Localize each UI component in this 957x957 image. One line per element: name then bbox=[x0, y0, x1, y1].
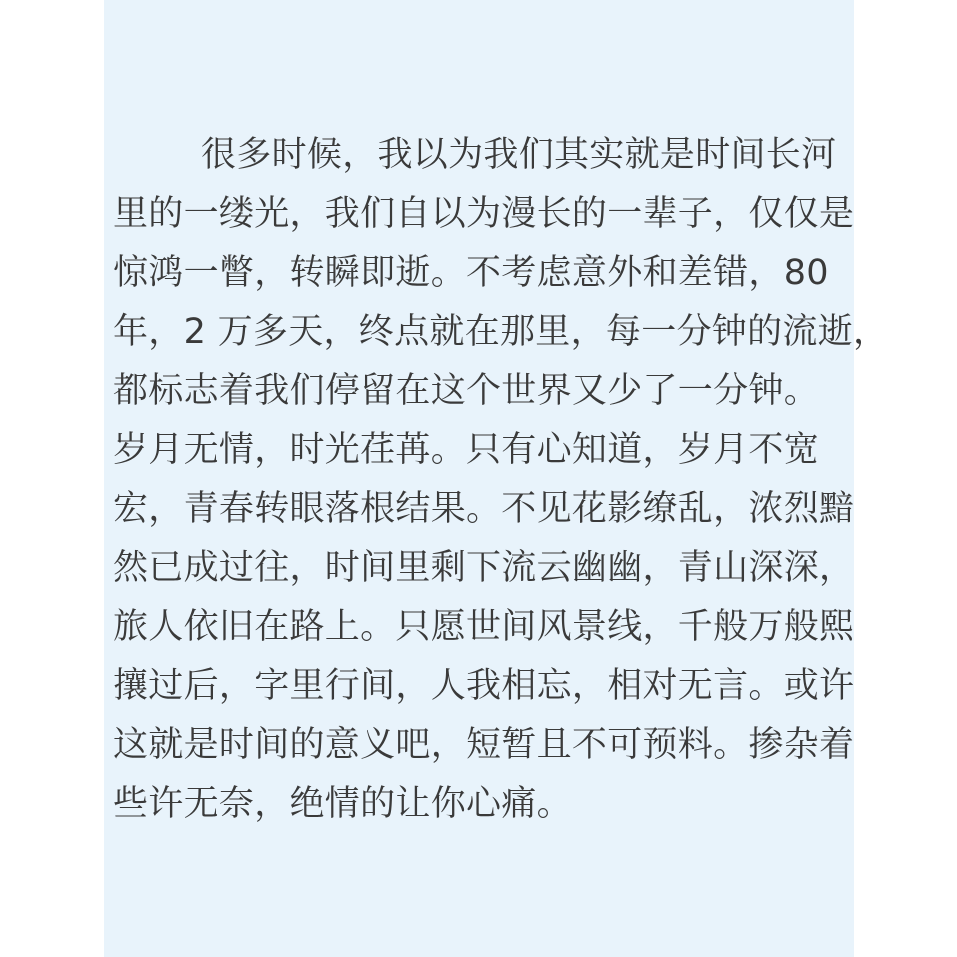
article-paragraph bbox=[113, 126, 889, 834]
text-line: 里的一缕光，我们自以为漫长的一辈子，仅仅是 bbox=[113, 194, 855, 234]
text-line: 攘过后，字里行间，人我相忘，相对无言。或许 bbox=[113, 666, 855, 706]
text-line: 宏，青春转眼落根结果。不见花影缭乱，浓烈黯 bbox=[113, 489, 855, 529]
text-line: 都标志着我们停留在这个世界又少了一分钟。 bbox=[113, 371, 820, 411]
text-line: 旅人依旧在路上。只愿世间风景线，千般万般熙 bbox=[113, 607, 855, 647]
text-line: 然已成过往，时间里剩下流云幽幽，青山深深， bbox=[113, 548, 855, 588]
text-line: 惊鸿一瞥，转瞬即逝。不考虑意外和差错，80 bbox=[113, 253, 829, 293]
text-line: 这就是时间的意义吧，短暂且不可预料。掺杂着 bbox=[113, 725, 855, 765]
text-line: 很多时候，我以为我们其实就是时间长河 bbox=[201, 135, 837, 175]
text-line: 年，2 万多天，终点就在那里，每一分钟的流逝， bbox=[113, 312, 889, 352]
text-line: 岁月无情，时光荏苒。只有心知道，岁月不宽 bbox=[113, 430, 820, 470]
text-line: 些许无奈，绝情的让你心痛。 bbox=[113, 784, 572, 824]
